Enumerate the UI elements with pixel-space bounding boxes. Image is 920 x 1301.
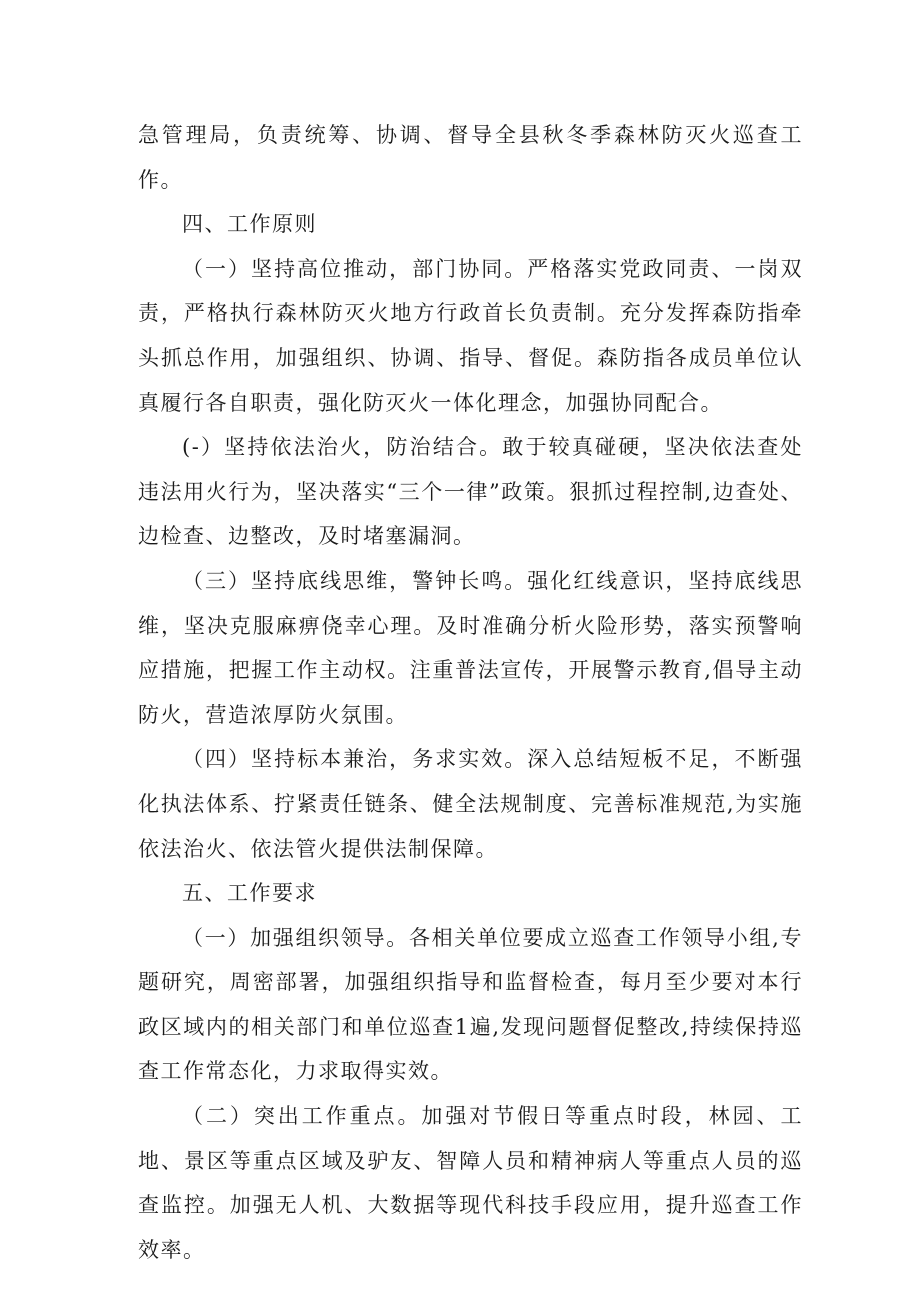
paragraph-continuation: 急管理局，负责统筹、协调、督导全县秋冬季森林防灭火巡查工作。	[138, 123, 803, 192]
paragraph-principle-4: （四）坚持标本兼治，务求实效。深入总结短板不足，不断强化执法体系、拧紧责任链条、健全法规制度、完善标准规范,为实施依法治火、依法管火提供法制保障。	[138, 747, 803, 861]
paragraph-principle-1: （一）坚持高位推动，部门协同。严格落实党政同责、一岗双责，严格执行森林防灭火地方行政首长负责制。充分发挥森防指牵头抓总作用，加强组织、协调、指导、督促。森防指各成员单位认真履行各自职责，强化防灭火一体化理念，加强协同配合。	[138, 256, 803, 415]
section-heading-principles: 四、工作原则	[182, 212, 317, 237]
paragraph-requirement-1: （一）加强组织领导。各相关单位要成立巡查工作领导小组,专题研究，周密部署，加强组织指导和监督检查，每月至少要对本行政区域内的相关部门和单位巡查1遍,发现问题督促整改,持续保持巡查工作常态化，力求取得实效。	[138, 925, 803, 1084]
paragraph-principle-3: （三）坚持底线思维，警钟长鸣。强化红线意识，坚持底线思维，坚决克服麻痹侥幸心理。及时准确分析火险形势，落实预警响应措施，把握工作主动权。注重普法宣传，开展警示教育,倡导主动防火，营造浓厚防火氛围。	[138, 568, 803, 727]
paragraph-principle-2: (-）坚持依法治火，防治结合。敢于较真碰硬，坚决依法查处违法用火行为，坚决落实“三个一律”政策。狠抓过程控制,边查处、边检查、边整改，及时堵塞漏洞。	[138, 435, 803, 549]
section-heading-requirements: 五、工作要求	[182, 881, 317, 906]
document-body	[138, 113, 803, 1272]
paragraph-requirement-2: （二）突出工作重点。加强对节假日等重点时段，林园、工地、景区等重点区域及驴友、智障人员和精神病人等重点人员的巡查监控。加强无人机、大数据等现代科技手段应用，提升巡查工作效率。	[138, 1104, 803, 1262]
